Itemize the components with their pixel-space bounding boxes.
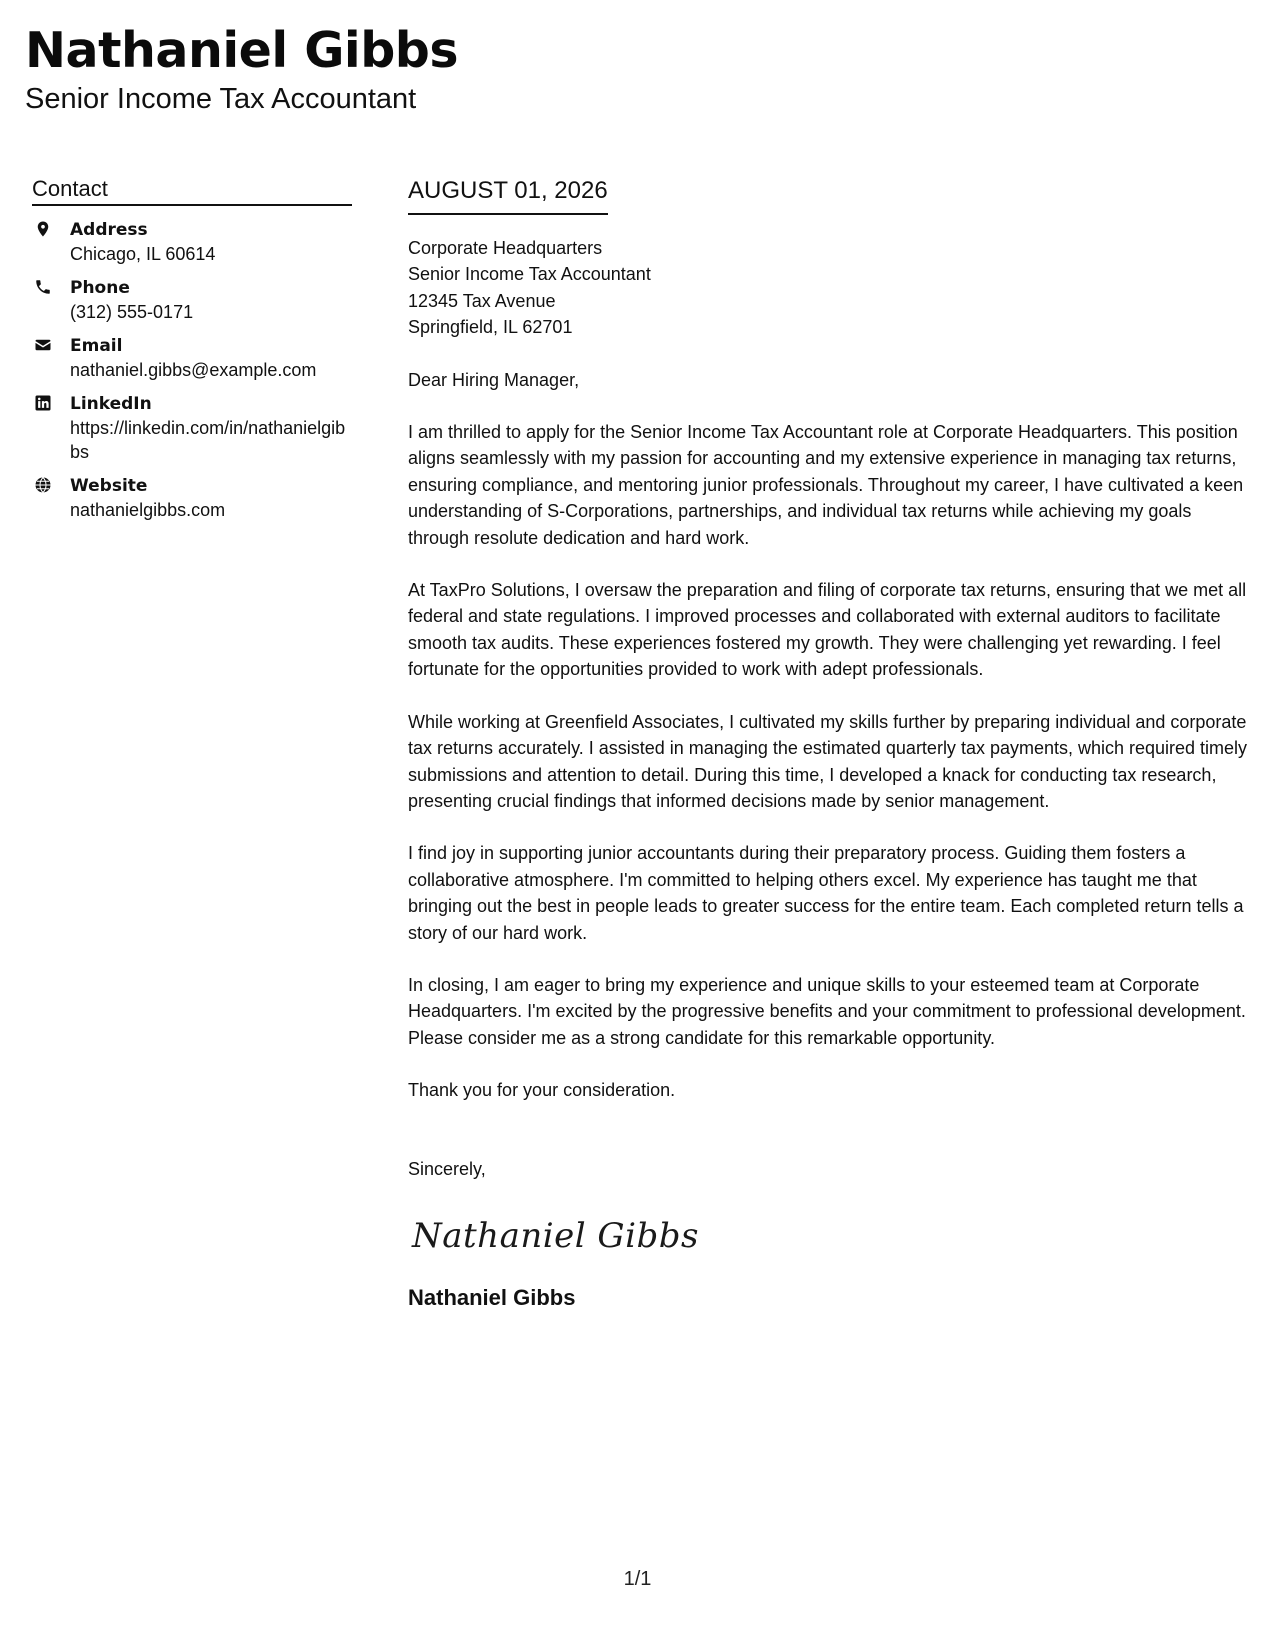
body-paragraph: I find joy in supporting junior accountants during their preparatory process. Guiding them fosters a collaborative atmosphere. I'm committed to helping others excel. My experience has taught me that bringing out the best in people leads to greater success for the entire team. Each completed return tells a story of our hard work. — [408, 843, 1244, 943]
body-paragraph: I am thrilled to apply for the Senior Income Tax Accountant role at Corporate Headquarters. This position aligns seamlessly with my passion for accounting and my extensive experience in managing tax returns, ensuring compliance, and mentoring junior professionals. Throughout my career, I have cultivated a keen understanding of S-Corporations, partnerships, and individual tax returns while achieving my goals through resolute dedication and hard work. — [408, 422, 1244, 548]
globe-icon — [34, 476, 52, 494]
recipient-line: Senior Income Tax Accountant — [408, 264, 651, 285]
phone-icon — [34, 278, 52, 296]
contact-item-linkedin — [32, 392, 352, 464]
body-paragraph: In closing, I am eager to bring my experience and unique skills to your esteemed team at Corporate Headquarters. I'm excited by the progressive benefits and your commitment to professional development. Please consider me as a strong candidate for this remarkable opportunity. — [408, 974, 1246, 1048]
letter-date: AUGUST 01, 2026 — [408, 177, 608, 204]
contact-sidebar — [32, 175, 352, 532]
recipient-line: Springfield, IL 62701 — [408, 317, 573, 338]
contact-label: Website — [70, 476, 148, 496]
linkedin-link[interactable]: https://linkedin.com/in/nathanielgibbs — [70, 418, 346, 462]
contact-item-address — [32, 218, 352, 266]
website-link[interactable]: nathanielgibbs.com — [70, 500, 226, 520]
contact-label: LinkedIn — [70, 394, 152, 414]
envelope-icon — [34, 336, 52, 354]
cover-letter-body — [408, 175, 1253, 1312]
handwritten-signature: Nathaniel Gibbs — [412, 1215, 699, 1256]
thank-you-line: Thank you for your consideration. — [408, 1080, 676, 1101]
applicant-title: Senior Income Tax Accountant — [25, 83, 417, 115]
closing: Sincerely, — [408, 1158, 486, 1179]
salutation: Dear Hiring Manager, — [408, 369, 580, 390]
recipient-line: 12345 Tax Avenue — [408, 290, 556, 311]
email-link[interactable]: nathaniel.gibbs@example.com — [70, 360, 317, 380]
recipient-address — [408, 235, 1253, 341]
recipient-line: Corporate Headquarters — [408, 238, 603, 258]
body-paragraph: At TaxPro Solutions, I oversaw the preparation and filing of corporate tax returns, ensuring that we met all federal and state regulations. I improved processes and collaborated with external auditors to facilitate smooth tax audits. These experiences fostered my growth. They were challenging yet rewarding. I feel fortunate for the opportunities provided to work with adept professionals. — [408, 580, 1247, 680]
applicant-name: Nathaniel Gibbs — [25, 22, 459, 79]
linkedin-icon — [34, 394, 52, 412]
contact-item-phone — [32, 276, 352, 324]
contact-label: Email — [70, 336, 123, 356]
contact-label: Address — [70, 220, 148, 240]
contact-item-website — [32, 474, 352, 522]
signed-name: Nathaniel Gibbs — [408, 1284, 576, 1310]
resume-header — [25, 20, 458, 116]
contact-item-email — [32, 334, 352, 382]
contact-label: Phone — [70, 278, 130, 298]
map-pin-icon — [34, 220, 52, 238]
phone-value: (312) 555-0171 — [70, 302, 194, 322]
page-number: 1/1 — [623, 1568, 652, 1590]
contact-heading: Contact — [32, 175, 352, 206]
address-value: Chicago, IL 60614 — [70, 244, 216, 264]
body-paragraph: While working at Greenfield Associates, I cultivated my skills further by preparing individual and corporate tax returns accurately. I assisted in managing the estimated quarterly tax payments, which required timely submissions and attention to detail. During this time, I developed a knack for conducting tax research, presenting crucial findings that informed decisions made by senior management. — [408, 711, 1248, 811]
date-block — [408, 175, 608, 215]
